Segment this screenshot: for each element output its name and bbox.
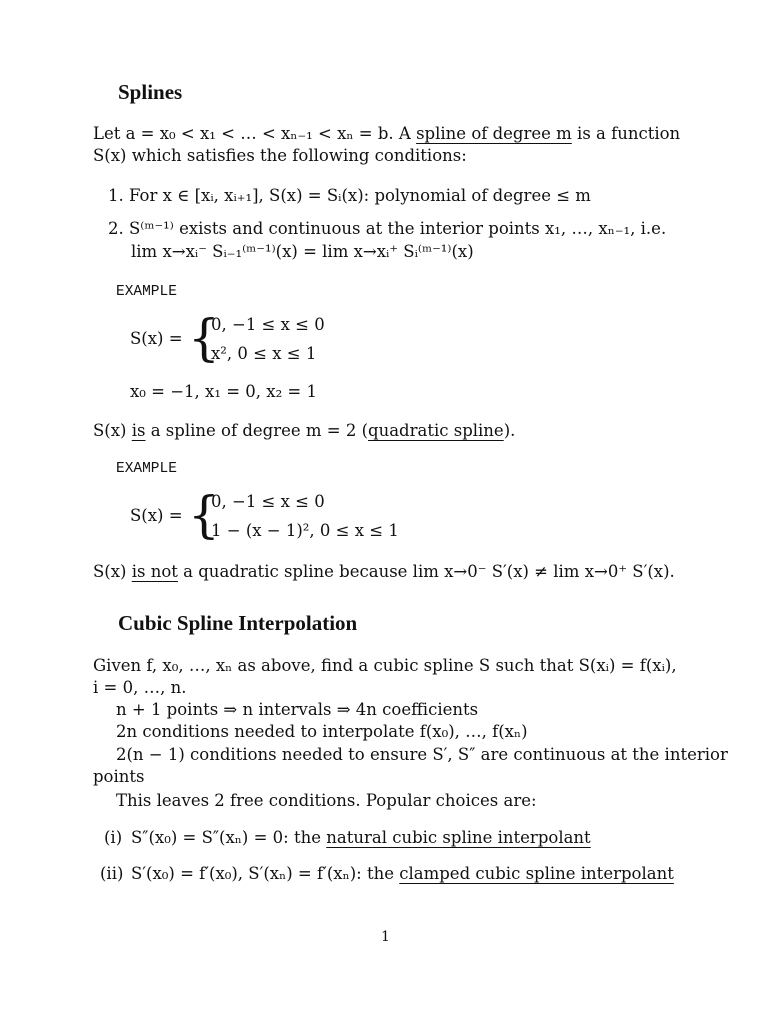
points-line: n + 1 points ⇒ n intervals ⇒ 4n coefficients [116, 700, 479, 719]
example-2-case-2: 1 − (x − 1)², 0 ≤ x ≤ 1 [211, 521, 399, 540]
example-2-lhs: S(x) = [130, 506, 183, 525]
choice-1-number: (i) [104, 828, 123, 847]
interpolation-conditions-line: 2n conditions needed to interpolate f(x₀), …, f(xₙ) [116, 722, 528, 741]
definition-text: Let a = x₀ < x₁ < … < xₙ₋₁ < xₙ = b. A [93, 124, 417, 143]
example-2-conclusion [93, 561, 675, 583]
condition-2-line-1: 2. S⁽ᵐ⁻¹⁾ exists and continuous at the interior points x₁, …, xₙ₋₁, i.e. [108, 219, 667, 238]
section-heading-splines: Splines [118, 80, 183, 104]
choice-2-text: S′(x₀) = f′(x₀), S′(xₙ) = f′(xₙ): the [131, 864, 400, 883]
definition-line-2: S(x) which satisfies the following conditions: [93, 146, 467, 165]
section-heading-cubic-spline: Cubic Spline Interpolation [118, 611, 358, 635]
free-conditions-line: This leaves 2 free conditions. Popular choices are: [116, 791, 537, 810]
conclusion-text-mid: a spline of degree m = 2 ( [145, 421, 369, 440]
page-number: 1 [381, 929, 390, 945]
condition-1: 1. For x ∈ [xᵢ, xᵢ₊₁], S(x) = Sᵢ(x): polynomial of degree ≤ m [108, 186, 591, 205]
conclusion-text-end: a quadratic spline because lim x→0⁻ S′(x) ≠ lim x→0⁺ S′(x). [177, 562, 675, 581]
definition-text-end: is a function [571, 124, 681, 143]
example-label-1: EXAMPLE [116, 284, 177, 300]
choice-1 [131, 827, 591, 849]
example-1-lhs: S(x) = [130, 329, 183, 348]
continuity-conditions-line-1: 2(n − 1) conditions needed to ensure S′, S″ are continuous at the interior [116, 745, 728, 764]
left-brace-icon: { [188, 309, 220, 367]
example-2-case-1: 0, −1 ≤ x ≤ 0 [211, 492, 325, 511]
example-1-knots: x₀ = −1, x₁ = 0, x₂ = 1 [130, 382, 318, 401]
is-emphasis: is [131, 421, 146, 440]
cubic-para-line-2: i = 0, …, n. [93, 678, 187, 697]
choice-2 [131, 863, 674, 885]
cubic-para-line-1: Given f, x₀, …, xₙ as above, find a cubic spline S such that S(xᵢ) = f(xᵢ), [93, 656, 677, 675]
clamped-spline-term: clamped cubic spline interpolant [399, 864, 674, 883]
condition-2-line-2: lim x→xᵢ⁻ Sᵢ₋₁⁽ᵐ⁻¹⁾(x) = lim x→xᵢ⁺ Sᵢ⁽ᵐ⁻¹⁾(x) [131, 242, 474, 261]
natural-spline-term: natural cubic spline interpolant [326, 828, 591, 847]
spline-of-degree-term: spline of degree m [416, 124, 572, 143]
continuity-conditions-line-2: points [93, 767, 145, 786]
definition-line-1 [93, 123, 680, 145]
choice-1-text: S″(x₀) = S″(xₙ) = 0: the [131, 828, 327, 847]
example-1-case-2: x², 0 ≤ x ≤ 1 [211, 344, 317, 363]
conclusion-text: S(x) [93, 562, 132, 581]
conclusion-text-end: ). [503, 421, 516, 440]
example-1-conclusion [93, 420, 515, 442]
choice-2-number: (ii) [100, 864, 124, 883]
example-1-case-1: 0, −1 ≤ x ≤ 0 [211, 315, 325, 334]
quadratic-spline-term: quadratic spline [368, 421, 504, 440]
conclusion-text: S(x) [93, 421, 132, 440]
left-brace-icon: { [188, 486, 220, 544]
is-not-emphasis: is not [131, 562, 178, 581]
example-label-2: EXAMPLE [116, 461, 177, 477]
